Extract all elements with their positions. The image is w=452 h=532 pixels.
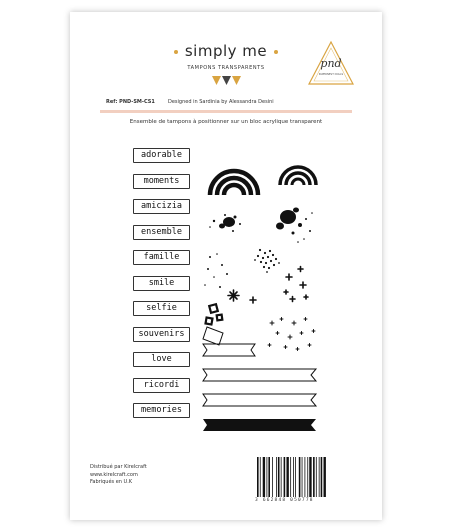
word-stamp: ensemble <box>133 225 190 240</box>
product-subtitle: TAMPONS TRANSPARENTS <box>187 65 265 71</box>
brand-logo <box>305 40 357 88</box>
logo-text: pnd <box>320 57 342 70</box>
rainbow-stamp-icon <box>280 167 316 185</box>
word-stamp: love <box>133 352 190 367</box>
banner-stamp-icon <box>203 327 316 406</box>
image-stamps-area <box>200 147 370 437</box>
distributor-info <box>90 464 147 487</box>
product-origin: Fabriqués en U.K <box>90 479 133 485</box>
distributor-website: www.kirelcraft.com <box>90 471 138 478</box>
word-stamp: adorable <box>133 148 190 163</box>
small-stars-stamp-icon <box>268 318 315 351</box>
logo-caption: PAPERNEST DOLLS <box>318 73 344 76</box>
splatter-stamp-icon <box>276 208 313 243</box>
barcode-number: 3 662848 050778 <box>255 498 314 503</box>
dots-stamp-icon <box>204 249 280 288</box>
triangles-decoration-icon <box>212 76 242 85</box>
word-stamp: selfie <box>133 301 190 316</box>
header-divider <box>100 110 352 113</box>
dot-icon <box>274 50 278 54</box>
word-stamp: smile <box>133 276 190 291</box>
barcode-icon <box>255 457 351 497</box>
word-stamp: amicizia <box>133 199 190 214</box>
word-stamp: memories <box>133 403 190 418</box>
rainbow-stamp-icon <box>210 171 258 195</box>
word-stamp: famille <box>133 250 190 265</box>
product-description: Ensemble de tampons à positionner sur un bloc acrylique transparent <box>129 119 323 125</box>
word-stamp: moments <box>133 174 190 189</box>
brand-title-text: simply me <box>184 42 268 60</box>
word-stamp: souvenirs <box>133 327 190 342</box>
designer-credit: Designed in Sardinia by Alessandra Desini <box>168 99 274 105</box>
distributor-name: Distribué par Kirelcraft <box>90 464 147 470</box>
product-reference: Ref: PND-SM-CS1 <box>106 99 155 105</box>
banner-stamp-icon <box>203 419 316 431</box>
word-stamp: ricordi <box>133 378 190 393</box>
stars-stamp-icon <box>228 267 308 304</box>
dot-icon <box>174 50 178 54</box>
splatter-stamp-icon <box>209 214 241 232</box>
squares-stamp-icon <box>206 304 223 324</box>
stamp-package-card <box>70 12 382 520</box>
